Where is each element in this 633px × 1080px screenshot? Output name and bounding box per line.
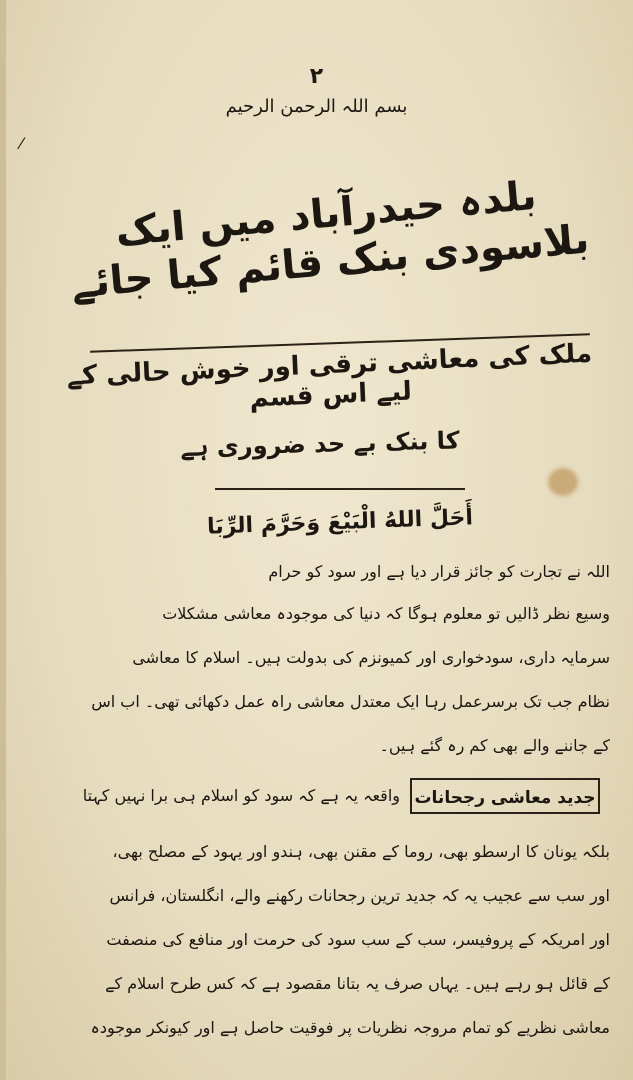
section-line: واقعہ یہ ہے کہ سود کو اسلام ہی برا نہیں کہتا [82,786,400,805]
body-line: وسیع نظر ڈالیں تو معلوم ہوگا کہ دنیا کی موجودہ معاشی مشکلات [162,604,610,623]
section-line: کے قائل ہو رہے ہیں۔ یہاں صرف یہ بتانا مقصود ہے کہ کس طرح اسلام کے [105,974,610,993]
subheading-line-1: ملک کی معاشی ترقی اور خوش حالی کے لیے اس قسم [66,338,593,414]
body-line: کے جاننے والے بھی کم رہ گئے ہیں۔ [379,736,610,755]
section-line: اور امریکہ کے پروفیسر، سب کے سب سود کی حرمت اور منافع کی منصفت [106,930,610,949]
section-line: معاشی نظریے کو تمام مروجہ نظریات پر فوقیت حاصل ہے اور کیونکر موجودہ [90,1018,610,1037]
subheading-line-2: کا بنک بے حد ضروری ہے [180,426,460,462]
arabic-verse: أَحَلَّ اللهُ الْبَيْعَ وَحَرَّمَ الرِّبَا [206,505,474,540]
page-number: ۲ [309,64,324,89]
body-line: سرمایہ داری، سودخواری اور کمیونزم کی بدولت ہیں۔ اسلام کا معاشی [132,648,610,667]
body-line: نظام جب تک برسرعمل رہا ایک معتدل معاشی راہ عمل دکھائی تھی۔ اب اس [91,692,610,711]
divider-middle [215,488,465,490]
section-heading: جدید معاشی رجحانات [410,778,600,814]
pen-mark: ⁄ [20,134,23,153]
body-line: اللہ نے تجارت کو جائز قرار دیا ہے اور سود کو حرام [268,562,610,581]
page-edge [0,0,6,1080]
stain-mark [548,468,578,496]
section-line: اور سب سے عجیب یہ کہ جدید ترین رجحانات رکھنے والے، انگلستان، فرانس [109,886,610,905]
headline: بلدہ حیدرآباد میں ایک بلاسودی بنک قائم کیا جائے [69,172,591,308]
bismillah: بسم اللہ الرحمن الرحیم [225,96,408,117]
section-line: بلکہ یونان کا ارسطو بھی، روما کے مقنن بھی، ہندو اور یہود کے مصلح بھی، [112,842,610,861]
